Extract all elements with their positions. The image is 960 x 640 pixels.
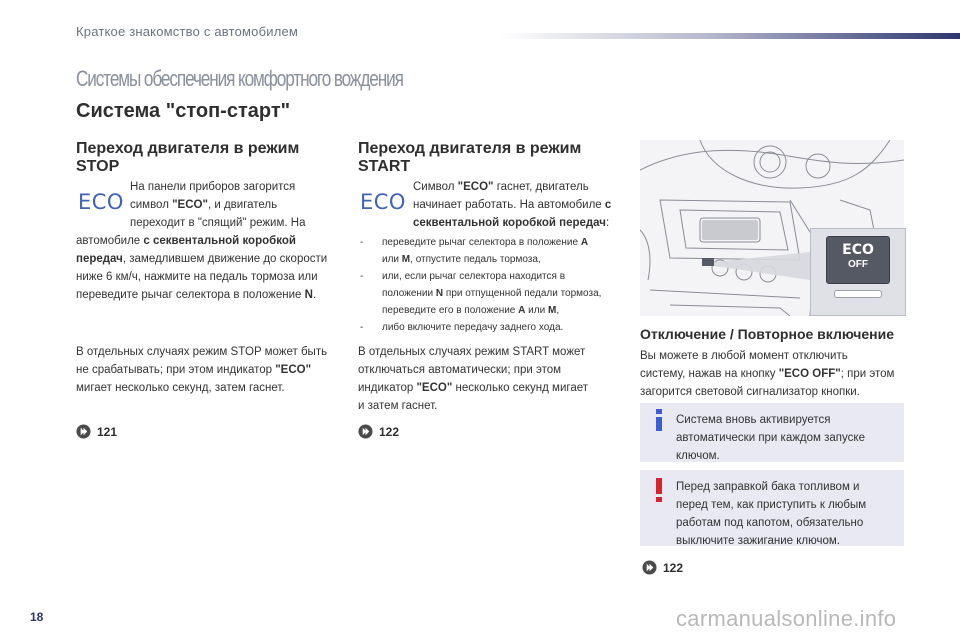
list-item: - или, если рычаг селектора находится в положении N при отпущенной педали тормоза, переведите его в положение A или M, (358, 268, 628, 319)
stop-paragraph-bottom: автомобиле с секвентальной коробкой передач, замедлившем движение до скорости ниже 6 км/ч, нажмите на педаль тормоза или переведите рычаг селектора в положение N. (76, 235, 328, 301)
section-title: Системы обеспечения комфортного вождения (76, 66, 403, 91)
info-icon (652, 409, 666, 431)
eco-indicator-icon: ECO (78, 190, 124, 214)
disable-paragraph: Вы можете в любой момент отключить систему, нажав на кнопку "ECO OFF"; при этом загорится световой сигнализатор кнопки. (640, 350, 895, 398)
page-ref-122[interactable]: 122 (358, 424, 399, 439)
list-item: - либо включите передачу заднего хода. (358, 319, 628, 336)
warning-icon (652, 478, 666, 502)
start-heading: Переход двигателя в режим START (358, 140, 582, 175)
eco-off-indicator-light (834, 290, 882, 298)
page-header-title: Краткое знакомство с автомобилем (76, 24, 299, 39)
page-link-icon (358, 424, 373, 439)
disable-heading: Отключение / Повторное включение (640, 326, 895, 342)
page-number: 18 (30, 610, 44, 624)
warning-note-text: Перед заправкой бака топливом и перед тем, как приступить к любым работам под капотом, обязательно выключите зажигание ключом. (676, 481, 867, 547)
page-ref-121[interactable]: 121 (76, 424, 117, 439)
header-accent-bar (500, 33, 960, 39)
stop-note: В отдельных случаях режим STOP может быть не срабатывать; при этом индикатор "ECO" мигает несколько секунд, затем гаснет. (76, 346, 328, 394)
start-paragraph: Символ "ECO" гаснет, двигатель начинает работать. На автомобиле с секвентальной коробкой передач: (413, 181, 612, 229)
start-note: В отдельных случаях режим START может отключаться автоматически; при этом индикатор "ECO" несколько секунд мигает и затем гаснет. (358, 346, 589, 412)
stop-paragraph-top: На панели приборов загорится символ "ECO", и двигатель переходит в "спящий" режим. На (130, 181, 306, 229)
eco-indicator-icon: ECO (360, 190, 406, 214)
page-link-icon (642, 560, 657, 575)
page-ref-122-right[interactable]: 122 (642, 560, 683, 575)
warning-note-box (640, 470, 904, 546)
info-note-box (640, 403, 904, 462)
info-note-text: Система вновь активируется автоматически при каждом запуске ключом. (676, 414, 865, 462)
list-item: - переведите рычаг селектора в положение A или M, отпустите педаль тормоза, (358, 234, 628, 268)
page-link-icon (76, 424, 91, 439)
start-steps-list (358, 234, 628, 336)
page-title: Система "стоп-старт" (76, 100, 291, 122)
watermark: carmanualsonline.info (676, 606, 897, 631)
eco-off-button[interactable]: ECO OFF (826, 236, 890, 284)
stop-heading: Переход двигателя в режим STOP (76, 140, 300, 175)
